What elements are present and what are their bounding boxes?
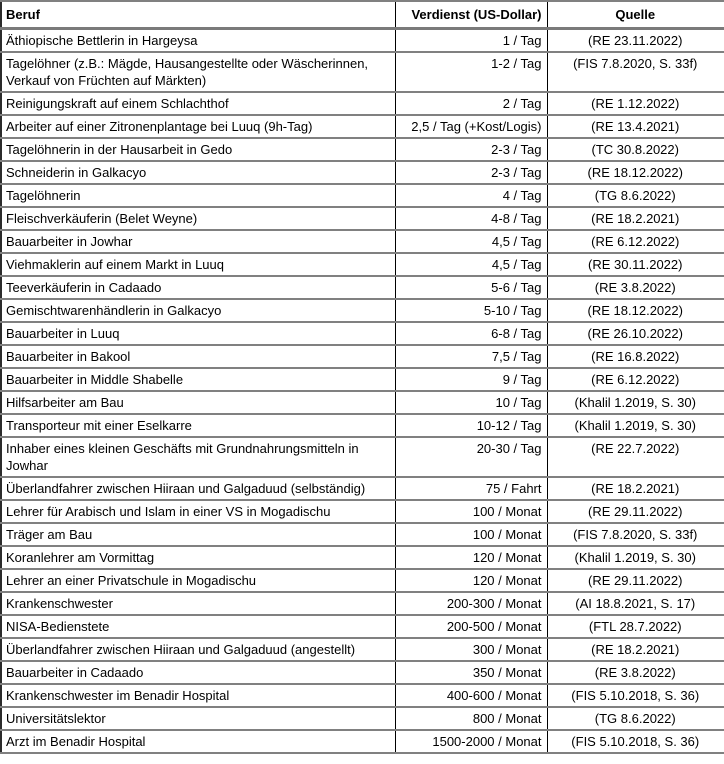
verdienst-cell: 200-300 / Monat	[395, 592, 547, 615]
quelle-cell: (RE 23.11.2022)	[547, 29, 724, 53]
table-row	[1, 276, 724, 299]
table-row	[1, 391, 724, 414]
beruf-cell: Überlandfahrer zwischen Hiiraan und Galgaduud (selbständig)	[1, 477, 395, 500]
beruf-cell: Arzt im Benadir Hospital	[1, 730, 395, 753]
quelle-cell: (Khalil 1.2019, S. 30)	[547, 546, 724, 569]
verdienst-cell: 75 / Fahrt	[395, 477, 547, 500]
verdienst-cell: 800 / Monat	[395, 707, 547, 730]
column-header-quelle: Quelle	[547, 1, 724, 29]
quelle-cell: (RE 6.12.2022)	[547, 230, 724, 253]
verdienst-cell: 20-30 / Tag	[395, 437, 547, 477]
table-row	[1, 230, 724, 253]
table-row	[1, 253, 724, 276]
table-row	[1, 638, 724, 661]
beruf-cell: Äthiopische Bettlerin in Hargeysa	[1, 29, 395, 53]
table-row	[1, 414, 724, 437]
quelle-cell: (AI 18.8.2021, S. 17)	[547, 592, 724, 615]
table-row	[1, 569, 724, 592]
quelle-cell: (TC 30.8.2022)	[547, 138, 724, 161]
quelle-cell: (RE 3.8.2022)	[547, 276, 724, 299]
verdienst-cell: 5-10 / Tag	[395, 299, 547, 322]
beruf-cell: Bauarbeiter in Middle Shabelle	[1, 368, 395, 391]
table-row	[1, 29, 724, 53]
table-row	[1, 322, 724, 345]
beruf-cell: Bauarbeiter in Bakool	[1, 345, 395, 368]
quelle-cell: (RE 22.7.2022)	[547, 437, 724, 477]
beruf-cell: Tagelöhnerin in der Hausarbeit in Gedo	[1, 138, 395, 161]
verdienst-cell: 400-600 / Monat	[395, 684, 547, 707]
table-row	[1, 52, 724, 92]
quelle-cell: (FIS 7.8.2020, S. 33f)	[547, 52, 724, 92]
quelle-cell: (RE 26.10.2022)	[547, 322, 724, 345]
beruf-cell: Krankenschwester	[1, 592, 395, 615]
verdienst-cell: 4 / Tag	[395, 184, 547, 207]
beruf-cell: Reinigungskraft auf einem Schlachthof	[1, 92, 395, 115]
beruf-cell: Teeverkäuferin in Cadaado	[1, 276, 395, 299]
table-row	[1, 138, 724, 161]
verdienst-cell: 6-8 / Tag	[395, 322, 547, 345]
beruf-cell: Fleischverkäuferin (Belet Weyne)	[1, 207, 395, 230]
table-row	[1, 115, 724, 138]
verdienst-cell: 4,5 / Tag	[395, 253, 547, 276]
beruf-cell: Tagelöhner (z.B.: Mägde, Hausangestellte oder Wäscherinnen, Verkauf von Früchten auf Märkten)	[1, 52, 395, 92]
column-header-verdienst: Verdienst (US-Dollar)	[395, 1, 547, 29]
table-row	[1, 477, 724, 500]
quelle-cell: (RE 18.2.2021)	[547, 477, 724, 500]
table-row	[1, 161, 724, 184]
beruf-cell: Lehrer für Arabisch und Islam in einer VS in Mogadischu	[1, 500, 395, 523]
verdienst-cell: 9 / Tag	[395, 368, 547, 391]
verdienst-cell: 10-12 / Tag	[395, 414, 547, 437]
verdienst-cell: 5-6 / Tag	[395, 276, 547, 299]
beruf-cell: Viehmaklerin auf einem Markt in Luuq	[1, 253, 395, 276]
quelle-cell: (RE 1.12.2022)	[547, 92, 724, 115]
beruf-cell: Universitätslektor	[1, 707, 395, 730]
verdienst-cell: 4-8 / Tag	[395, 207, 547, 230]
quelle-cell: (RE 29.11.2022)	[547, 500, 724, 523]
table-row	[1, 345, 724, 368]
verdienst-cell: 350 / Monat	[395, 661, 547, 684]
quelle-cell: (RE 18.2.2021)	[547, 638, 724, 661]
quelle-cell: (RE 6.12.2022)	[547, 368, 724, 391]
beruf-cell: Arbeiter auf einer Zitronenplantage bei Luuq (9h-Tag)	[1, 115, 395, 138]
verdienst-cell: 120 / Monat	[395, 546, 547, 569]
table-row	[1, 523, 724, 546]
quelle-cell: (FIS 5.10.2018, S. 36)	[547, 730, 724, 753]
quelle-cell: (TG 8.6.2022)	[547, 707, 724, 730]
beruf-cell: Schneiderin in Galkacyo	[1, 161, 395, 184]
beruf-cell: Transporteur mit einer Eselkarre	[1, 414, 395, 437]
beruf-cell: Inhaber eines kleinen Geschäfts mit Grundnahrungsmitteln in Jowhar	[1, 437, 395, 477]
quelle-cell: (RE 18.12.2022)	[547, 299, 724, 322]
beruf-cell: Träger am Bau	[1, 523, 395, 546]
beruf-cell: Bauarbeiter in Luuq	[1, 322, 395, 345]
beruf-cell: Überlandfahrer zwischen Hiiraan und Galgaduud (angestellt)	[1, 638, 395, 661]
beruf-cell: Tagelöhnerin	[1, 184, 395, 207]
beruf-cell: Bauarbeiter in Cadaado	[1, 661, 395, 684]
beruf-cell: NISA-Bedienstete	[1, 615, 395, 638]
table-header	[1, 1, 724, 29]
table-row	[1, 207, 724, 230]
verdienst-cell: 1-2 / Tag	[395, 52, 547, 92]
table-row	[1, 730, 724, 753]
column-header-beruf: Beruf	[1, 1, 395, 29]
verdienst-cell: 120 / Monat	[395, 569, 547, 592]
quelle-cell: (RE 29.11.2022)	[547, 569, 724, 592]
verdienst-cell: 4,5 / Tag	[395, 230, 547, 253]
table-row	[1, 684, 724, 707]
table-row	[1, 368, 724, 391]
table-row	[1, 707, 724, 730]
table-row	[1, 184, 724, 207]
quelle-cell: (FIS 7.8.2020, S. 33f)	[547, 523, 724, 546]
quelle-cell: (Khalil 1.2019, S. 30)	[547, 391, 724, 414]
verdienst-cell: 2-3 / Tag	[395, 161, 547, 184]
verdienst-cell: 1 / Tag	[395, 29, 547, 53]
quelle-cell: (RE 18.12.2022)	[547, 161, 724, 184]
beruf-cell: Krankenschwester im Benadir Hospital	[1, 684, 395, 707]
table-row	[1, 299, 724, 322]
verdienst-cell: 2 / Tag	[395, 92, 547, 115]
quelle-cell: (Khalil 1.2019, S. 30)	[547, 414, 724, 437]
quelle-cell: (FTL 28.7.2022)	[547, 615, 724, 638]
table-row	[1, 592, 724, 615]
table-row	[1, 500, 724, 523]
table-body	[1, 29, 724, 754]
verdienst-cell: 200-500 / Monat	[395, 615, 547, 638]
verdienst-cell: 100 / Monat	[395, 500, 547, 523]
table-row	[1, 615, 724, 638]
beruf-cell: Koranlehrer am Vormittag	[1, 546, 395, 569]
verdienst-cell: 100 / Monat	[395, 523, 547, 546]
table-row	[1, 661, 724, 684]
header-row	[1, 1, 724, 29]
beruf-cell: Gemischtwarenhändlerin in Galkacyo	[1, 299, 395, 322]
quelle-cell: (RE 18.2.2021)	[547, 207, 724, 230]
verdienst-cell: 2-3 / Tag	[395, 138, 547, 161]
beruf-cell: Bauarbeiter in Jowhar	[1, 230, 395, 253]
quelle-cell: (RE 16.8.2022)	[547, 345, 724, 368]
quelle-cell: (RE 13.4.2021)	[547, 115, 724, 138]
beruf-cell: Hilfsarbeiter am Bau	[1, 391, 395, 414]
table-row	[1, 437, 724, 477]
quelle-cell: (FIS 5.10.2018, S. 36)	[547, 684, 724, 707]
verdienst-cell: 10 / Tag	[395, 391, 547, 414]
verdienst-cell: 2,5 / Tag (+Kost/Logis)	[395, 115, 547, 138]
table-row	[1, 546, 724, 569]
verdienst-cell: 1500-2000 / Monat	[395, 730, 547, 753]
quelle-cell: (RE 3.8.2022)	[547, 661, 724, 684]
quelle-cell: (RE 30.11.2022)	[547, 253, 724, 276]
verdienst-cell: 7,5 / Tag	[395, 345, 547, 368]
beruf-cell: Lehrer an einer Privatschule in Mogadischu	[1, 569, 395, 592]
table-row	[1, 92, 724, 115]
verdienst-cell: 300 / Monat	[395, 638, 547, 661]
quelle-cell: (TG 8.6.2022)	[547, 184, 724, 207]
